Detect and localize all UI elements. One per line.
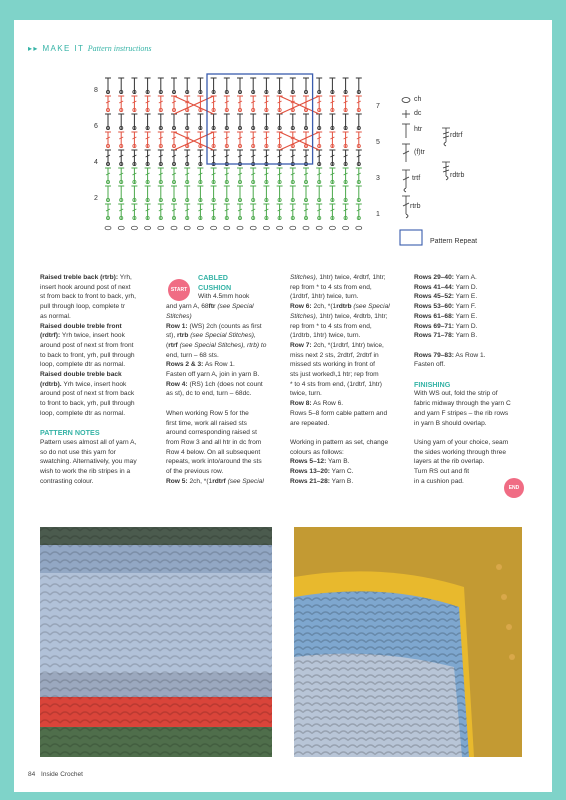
chain-symbol xyxy=(343,226,349,230)
photo-crochet-stripes xyxy=(40,527,272,757)
row-number-left: 8 xyxy=(94,87,98,94)
chain-symbol xyxy=(290,226,296,230)
legend-rdtrf: rdtrf xyxy=(450,132,463,139)
chain-symbol xyxy=(211,226,217,230)
chain-symbol xyxy=(131,226,137,230)
row-number-right: 7 xyxy=(376,103,380,110)
chain-symbol xyxy=(158,226,164,230)
finishing-heading: FINISHING xyxy=(414,379,451,389)
row-number-left: 4 xyxy=(94,159,98,166)
column-row-instructions: Stitches), 1htr) twice, 4rdtrf, 1htr; rep from * to 4 sts from end, (1rdtrf, 1htr) twice, turn. Row 6: 2ch, *(1rdtrb (see Special Stitches), 1htr) twice, 4rdtrb, 1htr; rep from * to 4 sts from end, (1rdtrb, 1htr) twice, turn. Row 7: 2ch, *(1rdtrf, 1htr) twice, miss next 2 sts, 2rdtrf, 2rdtrf in missed sts working in front of sts just worked\,1 htr; rep from * to 4 sts from end, (1rdtrf, 1htr) twice, turn. Row 8: As Row 6. Rows 5–8 form cable pattern and are repeated. Working in pattern as set, change colours as follows: Rows 5–12: Yarn B. Rows 13–20: Yarn C. Rows 21–28: Yarn B. xyxy=(290,274,390,485)
legend-rdtrb: rdtrb xyxy=(450,172,465,179)
legend-symbols xyxy=(396,92,486,252)
pattern-repeat-box xyxy=(207,74,313,164)
row-number-right: 1 xyxy=(376,211,380,218)
chain-symbol xyxy=(105,226,111,230)
legend-ch: ch xyxy=(414,96,422,103)
start-badge: START xyxy=(168,279,190,301)
chain-symbol xyxy=(224,226,230,230)
column-finishing: Rows 29–40: Yarn A. Rows 41–44: Yarn D. Rows 45–52: Yarn E. Rows 53–60: Yarn F. Rows 61–68: Yarn E. Rows 69–71: Yarn D. Rows 71–78: Yarn B. Rows 79–83: As Row 1. Fasten off. FINISHING With WS out, fold the strip of fabric midway through the yarn C and yarn F stripes – the rib rows in yarn B should overlap. Using yarn of your choice, seam the sides working through three layers at the rib overlap. Turn RS out and fit in a cushion pad. xyxy=(414,273,532,486)
legend-dc: dc xyxy=(414,110,422,117)
chain-symbol xyxy=(237,226,243,230)
chain-symbol xyxy=(171,226,177,230)
chain-symbol xyxy=(316,226,322,230)
page-footer xyxy=(28,771,83,778)
chain-symbol xyxy=(303,226,309,230)
column-special-stitches: Raised treble back (rtrb): Yrh, insert hook around post of next st from back to front to back, yrh, pull through loop, complete tr as normal. Raised double treble front (rdtrf): Yrh twice, insert hook around post of next st from front to back to front, yrh, pull through loop, complete dtr as normal. Raised double treble back (rdtrb). Yrh twice, insert hook around post of next st from back to front to back, yrh, pull through loop, complete dtr as normal. PATTERN NOTES Pattern uses almost all of yarn A, so do not use this yarn for swatching. Alternatively, you may wish to work the rib stripes in a contrasting colour. xyxy=(40,273,162,486)
chain-symbol xyxy=(329,226,335,230)
legend-pattern-repeat: Pattern Repeat xyxy=(430,238,478,245)
chain-symbol xyxy=(197,226,203,230)
double-arrow-icon: ▸▸ xyxy=(28,44,39,53)
chain-symbol xyxy=(145,226,151,230)
column-cushion-instructions: CABLED CUSHION With 4.5mm hook and yarn A, 68ftr (see Special Stitches) Row 1: (WS) 2ch (counts as first st), rtrb (see Special Stitches), (rtrf (see Special Stitches), rtrb) to end, turn – 68 sts. Rows 2 & 3: As Row 1. Fasten off yarn A, join in yarn B. Row 4: (RS) 1ch (does not count as st), dc to end, turn – 68dc. When working Row 5 for the first time, work all raised sts around corresponding raised st from Row 3 and all htr in dc from Row 4 below. On all subsequent repeats, work into/around the sts of the previous row. Row 5: 2ch, *(1rdtrf (see Special xyxy=(166,273,286,486)
section-title: MAKE IT xyxy=(42,44,85,53)
pattern-repeat-swatch xyxy=(400,230,422,245)
row-number-left: 2 xyxy=(94,195,98,202)
end-badge: END xyxy=(504,478,524,498)
row-number-right: 5 xyxy=(376,139,380,146)
chain-symbol xyxy=(250,226,256,230)
section-subtitle: Pattern instructions xyxy=(87,44,152,53)
legend-htr: htr xyxy=(414,126,423,133)
chain-symbol xyxy=(118,226,124,230)
watermark: PassionForum.ru xyxy=(474,783,540,792)
stitch-chart xyxy=(86,70,396,245)
pattern-notes-heading: PATTERN NOTES xyxy=(40,428,100,438)
row-number-left: 6 xyxy=(94,123,98,130)
chain-symbol xyxy=(184,226,190,230)
section-header xyxy=(28,44,152,53)
chain-symbol xyxy=(356,226,362,230)
chain-symbol xyxy=(263,226,269,230)
row-number-right: 3 xyxy=(376,175,380,182)
cabled-heading: CABLED xyxy=(198,273,228,282)
photo-cushion xyxy=(294,527,522,757)
legend-rtrb: rtrb xyxy=(410,203,421,210)
legend-ftr: (f)tr xyxy=(414,149,425,156)
chain-symbol xyxy=(277,226,283,230)
magazine-title: Inside Crochet xyxy=(41,771,83,778)
page-number: 84 xyxy=(28,771,36,778)
legend-trtf: trtf xyxy=(412,175,421,182)
